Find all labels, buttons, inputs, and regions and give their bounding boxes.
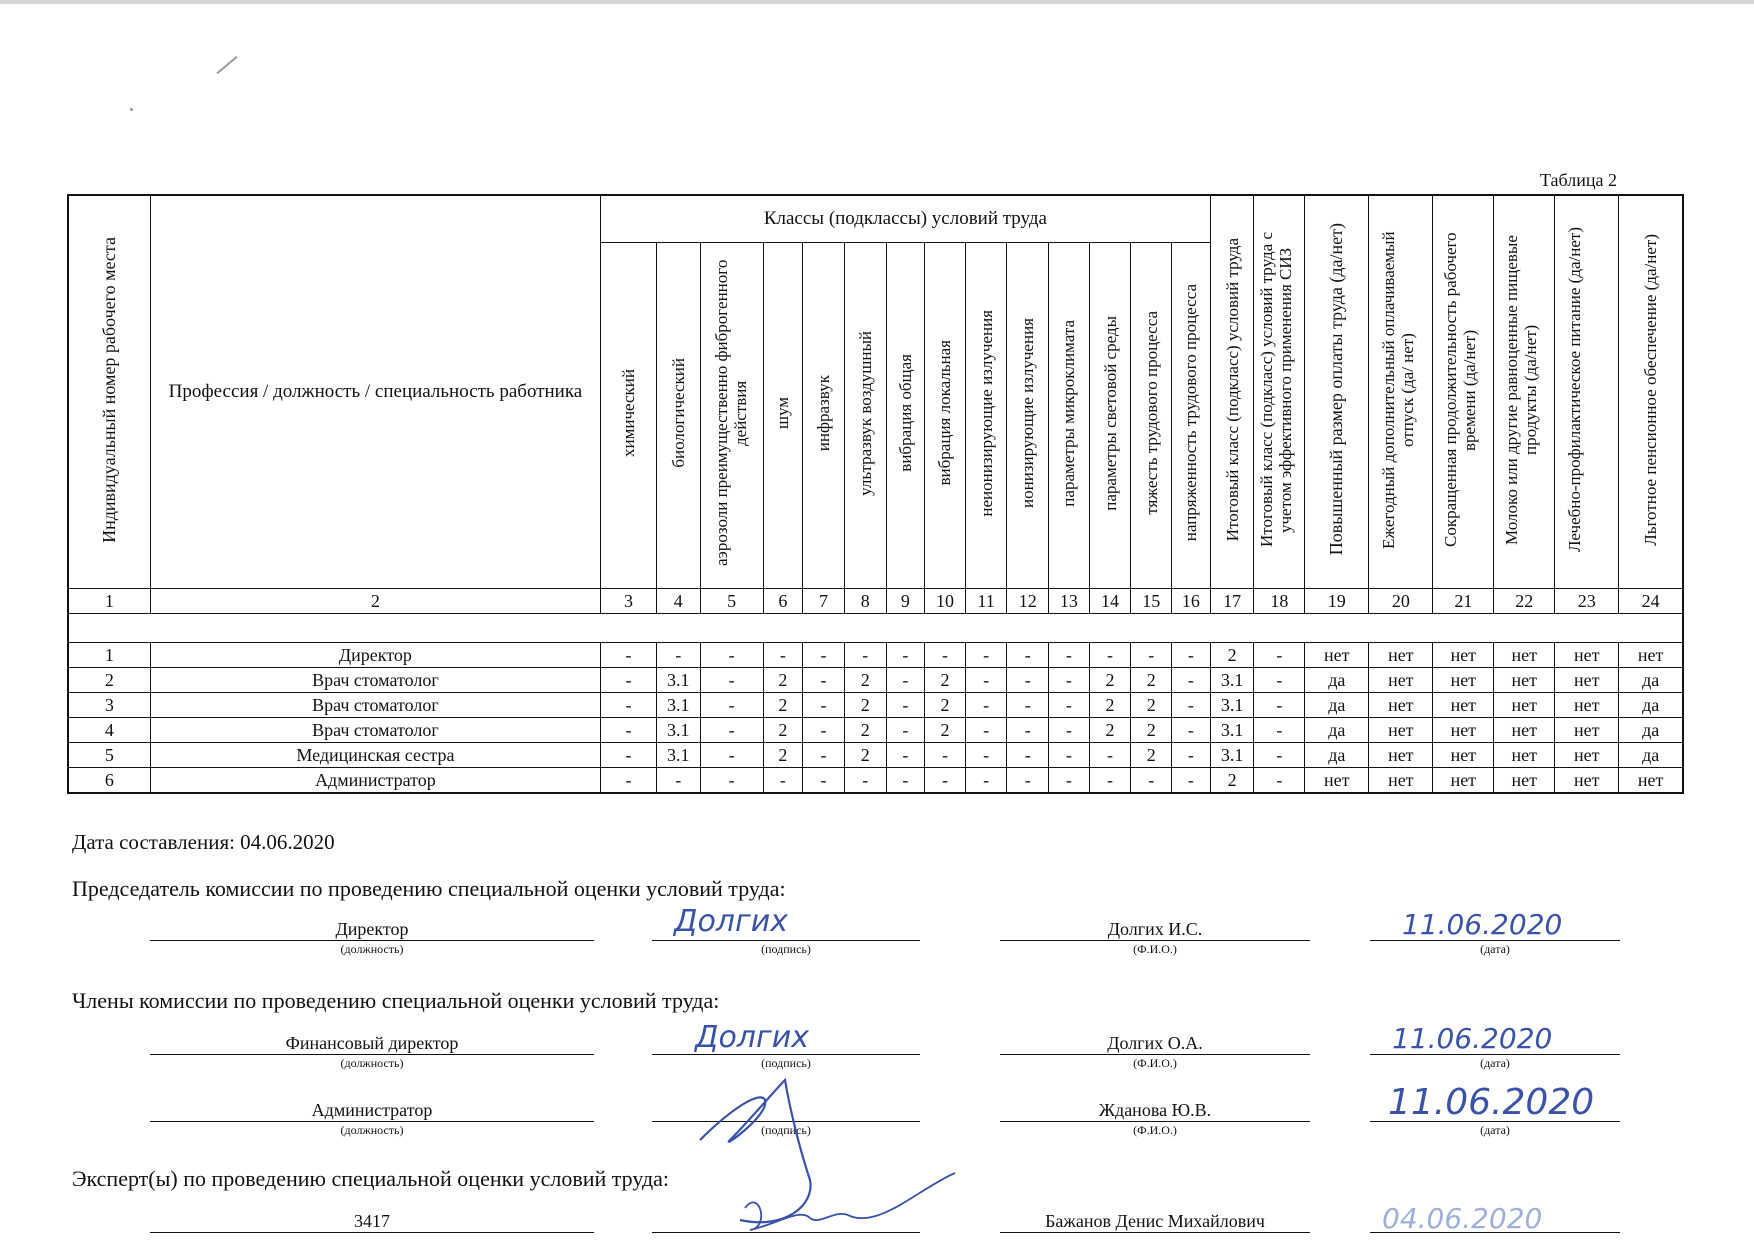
class-cell: 3.1 xyxy=(656,718,700,743)
member2-position: Администратор xyxy=(150,1099,594,1122)
chairman-position-field xyxy=(150,918,594,957)
member2-date-handwritten: 11.06.2020 xyxy=(1388,1082,1595,1123)
class-cell: нет xyxy=(1369,743,1433,768)
header-factor: тяжесть трудового процесса xyxy=(1131,243,1172,589)
class-cell: нет xyxy=(1555,693,1619,718)
class-cell: - xyxy=(1172,743,1211,768)
class-cell: - xyxy=(965,668,1007,693)
class-cell: 2 xyxy=(844,668,886,693)
class-cell: 3.1 xyxy=(1210,693,1254,718)
class-cell: нет xyxy=(1369,718,1433,743)
profession-cell: Врач стоматолог xyxy=(150,693,600,718)
chairman-name-field xyxy=(1000,918,1310,957)
spacer-row xyxy=(68,614,1683,643)
class-cell: - xyxy=(1172,768,1211,794)
header-factor: ионизирующие излучения xyxy=(1007,243,1049,589)
header-factor: вибрация общая xyxy=(886,243,925,589)
chairman-title: Председатель комиссии по проведению специальной оценки условий труда: xyxy=(72,876,786,901)
chairman-date-handwritten: 11.06.2020 xyxy=(1402,908,1563,941)
workplace-number-cell: 4 xyxy=(68,718,150,743)
column-number-cell: 10 xyxy=(925,589,966,614)
class-cell: - xyxy=(763,768,803,794)
class-cell: - xyxy=(1049,718,1090,743)
column-number-cell: 12 xyxy=(1007,589,1049,614)
class-cell: - xyxy=(1007,768,1049,794)
header-factor: напряженность трудового процесса xyxy=(1172,243,1211,589)
header-milk: Молоко или другие равноценные пищевые продукты (да/нет) xyxy=(1494,195,1555,589)
class-cell: нет xyxy=(1305,643,1369,668)
workplace-number-cell: 2 xyxy=(68,668,150,693)
member1-date-field: (дата) xyxy=(1370,1032,1620,1071)
class-cell: 2 xyxy=(1210,768,1254,794)
header-factor: вибрация локальная xyxy=(925,243,966,589)
class-cell: 2 xyxy=(1131,668,1172,693)
class-cell: - xyxy=(1049,743,1090,768)
column-number-cell: 22 xyxy=(1494,589,1555,614)
class-cell: - xyxy=(601,693,657,718)
class-cell: 2 xyxy=(1210,643,1254,668)
member1-name-field: Долгих О.А. (Ф.И.О.) xyxy=(1000,1032,1310,1071)
class-cell: - xyxy=(886,668,925,693)
class-cell: - xyxy=(1089,743,1131,768)
class-cell: - xyxy=(965,693,1007,718)
class-cell: - xyxy=(1049,643,1090,668)
chairman-signature: Долгих xyxy=(674,904,788,939)
header-factor: параметры световой среды xyxy=(1089,243,1131,589)
class-cell: нет xyxy=(1369,643,1433,668)
expert-date-stamp: 04.06.2020 xyxy=(1382,1202,1543,1235)
class-cell: 2 xyxy=(925,718,966,743)
class-cell: нет xyxy=(1555,643,1619,668)
class-cell: - xyxy=(700,643,763,668)
header-final-class-siz: Итоговый класс (подкласс) условий труда с учетом эффективного применения СИЗ xyxy=(1254,195,1305,589)
profession-cell: Администратор xyxy=(150,768,600,794)
class-cell: - xyxy=(844,768,886,794)
class-cell: - xyxy=(601,718,657,743)
class-cell: - xyxy=(803,643,845,668)
header-factor: биологический xyxy=(656,243,700,589)
class-cell: - xyxy=(700,743,763,768)
profession-cell: Медицинская сестра xyxy=(150,743,600,768)
class-cell: 2 xyxy=(844,693,886,718)
class-cell: - xyxy=(1049,693,1090,718)
class-cell: - xyxy=(1007,743,1049,768)
column-number-cell: 16 xyxy=(1172,589,1211,614)
class-cell: - xyxy=(700,768,763,794)
header-pension: Льготное пенсионное обеспечение (да/нет) xyxy=(1619,195,1683,589)
member1-name: Долгих О.А. xyxy=(1000,1032,1310,1055)
class-cell: - xyxy=(763,643,803,668)
column-numbers-row xyxy=(68,589,1683,614)
expert-title: Эксперт(ы) по проведению специальной оценки условий труда: xyxy=(72,1166,670,1191)
member1-date-handwritten: 11.06.2020 xyxy=(1392,1022,1553,1055)
class-cell: - xyxy=(1089,643,1131,668)
expert-number: 3417 xyxy=(150,1210,594,1233)
class-cell: нет xyxy=(1555,743,1619,768)
column-number-cell: 15 xyxy=(1131,589,1172,614)
class-cell: нет xyxy=(1555,768,1619,794)
spacer-cell xyxy=(68,614,1683,643)
table-row xyxy=(68,643,1683,668)
class-cell: нет xyxy=(1619,768,1683,794)
class-cell: - xyxy=(965,768,1007,794)
header-profession: Профессия / должность / специальность работника xyxy=(150,195,600,589)
class-cell: - xyxy=(965,743,1007,768)
column-number-cell: 21 xyxy=(1433,589,1494,614)
column-number-cell: 11 xyxy=(965,589,1007,614)
class-cell: нет xyxy=(1433,693,1494,718)
class-cell: нет xyxy=(1369,668,1433,693)
profession-cell: Врач стоматолог xyxy=(150,668,600,693)
column-number-cell: 7 xyxy=(803,589,845,614)
chairman-name: Долгих И.С. xyxy=(1000,918,1310,941)
class-cell: - xyxy=(1172,668,1211,693)
column-number-cell: 4 xyxy=(656,589,700,614)
class-cell: - xyxy=(1049,768,1090,794)
header-factor: химический xyxy=(601,243,657,589)
class-cell: нет xyxy=(1494,643,1555,668)
expert-name: Бажанов Денис Михайлович xyxy=(1000,1210,1310,1233)
class-cell: 3.1 xyxy=(656,693,700,718)
class-cell: нет xyxy=(1494,768,1555,794)
header-factor: неионизирующие излучения xyxy=(965,243,1007,589)
workplace-number-cell: 5 xyxy=(68,743,150,768)
members-title: Члены комиссии по проведению специальной оценки условий труда: xyxy=(72,988,720,1013)
column-number-cell: 9 xyxy=(886,589,925,614)
class-cell: 2 xyxy=(925,693,966,718)
column-number-cell: 2 xyxy=(150,589,600,614)
scan-dot xyxy=(130,108,133,111)
column-number-cell: 3 xyxy=(601,589,657,614)
class-cell: - xyxy=(965,643,1007,668)
column-number-cell: 24 xyxy=(1619,589,1683,614)
class-cell: нет xyxy=(1494,693,1555,718)
table-row xyxy=(68,668,1683,693)
profession-cell: Директор xyxy=(150,643,600,668)
member1-position-field: Финансовый директор (должность) xyxy=(150,1032,594,1071)
class-cell: 2 xyxy=(1089,718,1131,743)
class-cell: - xyxy=(803,668,845,693)
class-cell: - xyxy=(925,768,966,794)
header-row-top xyxy=(68,195,1683,243)
class-cell: - xyxy=(925,643,966,668)
class-cell: - xyxy=(700,693,763,718)
class-cell: - xyxy=(1007,718,1049,743)
header-final-class: Итоговый класс (подкласс) условий труда xyxy=(1210,195,1254,589)
chairman-position: Директор xyxy=(150,918,594,941)
class-cell: - xyxy=(886,718,925,743)
class-cell: 2 xyxy=(1089,668,1131,693)
class-cell: - xyxy=(656,768,700,794)
class-cell: да xyxy=(1619,693,1683,718)
member2-name: Жданова Ю.В. xyxy=(1000,1099,1310,1122)
class-cell: - xyxy=(1007,643,1049,668)
class-cell: - xyxy=(925,743,966,768)
class-cell: - xyxy=(803,693,845,718)
class-cell: да xyxy=(1619,668,1683,693)
class-cell: - xyxy=(844,643,886,668)
class-cell: - xyxy=(803,743,845,768)
class-cell: нет xyxy=(1369,768,1433,794)
column-number-cell: 8 xyxy=(844,589,886,614)
class-cell: нет xyxy=(1433,718,1494,743)
class-cell: - xyxy=(601,768,657,794)
class-cell: 2 xyxy=(925,668,966,693)
class-cell: нет xyxy=(1433,743,1494,768)
class-cell: - xyxy=(700,718,763,743)
class-cell: 3.1 xyxy=(656,743,700,768)
class-cell: 3.1 xyxy=(1210,668,1254,693)
class-cell: 2 xyxy=(763,693,803,718)
header-reduced-hours: Сокращенная продолжительность рабочего времени (да/нет) xyxy=(1433,195,1494,589)
class-cell: - xyxy=(1254,643,1305,668)
header-factor: параметры микроклимата xyxy=(1049,243,1090,589)
class-cell: нет xyxy=(1494,718,1555,743)
column-number-cell: 23 xyxy=(1555,589,1619,614)
class-cell: 2 xyxy=(844,718,886,743)
class-cell: - xyxy=(1254,693,1305,718)
header-therapeutic-food: Лечебно-профилактическое питание (да/нет) xyxy=(1555,195,1619,589)
table-caption: Таблица 2 xyxy=(1540,170,1617,190)
class-cell: 2 xyxy=(1089,693,1131,718)
class-cell: нет xyxy=(1369,693,1433,718)
header-workplace-number: Индивидуальный номер рабочего места xyxy=(68,195,150,589)
column-number-cell: 20 xyxy=(1369,589,1433,614)
class-cell: нет xyxy=(1494,743,1555,768)
table-row xyxy=(68,718,1683,743)
class-cell: - xyxy=(601,743,657,768)
class-cell: - xyxy=(886,693,925,718)
column-number-cell: 19 xyxy=(1305,589,1369,614)
header-classes-group: Классы (подклассы) условий труда xyxy=(601,195,1211,243)
class-cell: - xyxy=(601,643,657,668)
workplace-number-cell: 1 xyxy=(68,643,150,668)
column-number-cell: 18 xyxy=(1254,589,1305,614)
class-cell: 2 xyxy=(1131,743,1172,768)
class-cell: нет xyxy=(1555,668,1619,693)
table-row xyxy=(68,743,1683,768)
class-cell: - xyxy=(656,643,700,668)
header-factor: инфразвук xyxy=(803,243,845,589)
column-number-cell: 6 xyxy=(763,589,803,614)
class-cell: - xyxy=(1007,668,1049,693)
class-cell: - xyxy=(700,668,763,693)
class-cell: - xyxy=(1089,768,1131,794)
profession-cell: Врач стоматолог xyxy=(150,718,600,743)
class-cell: 2 xyxy=(1131,718,1172,743)
class-cell: - xyxy=(1049,668,1090,693)
header-factor: шум xyxy=(763,243,803,589)
workplace-number-cell: 6 xyxy=(68,768,150,794)
class-cell: 2 xyxy=(763,718,803,743)
signature-caption: (подпись) xyxy=(761,942,811,956)
class-cell: 2 xyxy=(844,743,886,768)
workplace-number-cell: 3 xyxy=(68,693,150,718)
column-number-cell: 13 xyxy=(1049,589,1090,614)
member2-signature-field: (подпись) xyxy=(652,1099,920,1138)
column-number-cell: 5 xyxy=(700,589,763,614)
class-cell: - xyxy=(803,718,845,743)
class-cell: нет xyxy=(1305,768,1369,794)
class-cell: - xyxy=(1254,718,1305,743)
member1-signature: Долгих xyxy=(695,1020,809,1055)
class-cell: - xyxy=(1131,643,1172,668)
class-cell: 2 xyxy=(763,743,803,768)
class-cell: нет xyxy=(1555,718,1619,743)
class-cell: - xyxy=(886,643,925,668)
fio-caption: (Ф.И.О.) xyxy=(1133,942,1177,956)
class-cell: нет xyxy=(1433,668,1494,693)
member2-position-field: Администратор (должность) xyxy=(150,1099,594,1138)
date-line: Дата составления: 04.06.2020 xyxy=(72,830,335,854)
expert-number-field xyxy=(150,1210,594,1233)
class-cell: 3.1 xyxy=(1210,718,1254,743)
class-cell: да xyxy=(1619,743,1683,768)
class-cell: да xyxy=(1305,668,1369,693)
class-cell: - xyxy=(1007,693,1049,718)
date-caption: (дата) xyxy=(1480,942,1510,956)
column-number-cell: 1 xyxy=(68,589,150,614)
class-cell: - xyxy=(886,743,925,768)
scan-smudge xyxy=(216,56,237,74)
member1-position: Финансовый директор xyxy=(150,1032,594,1055)
class-cell: нет xyxy=(1619,643,1683,668)
class-cell: - xyxy=(1172,718,1211,743)
class-cell: - xyxy=(1254,668,1305,693)
table-row xyxy=(68,693,1683,718)
class-cell: да xyxy=(1305,718,1369,743)
header-factor: аэрозоли преимущественно фиброгенного действия xyxy=(700,243,763,589)
class-cell: 3.1 xyxy=(1210,743,1254,768)
table-row xyxy=(68,768,1683,794)
header-extra-vacation: Ежегодный дополнительный оплачиваемый отпуск (да/ нет) xyxy=(1369,195,1433,589)
class-cell: 2 xyxy=(763,668,803,693)
class-cell: - xyxy=(1172,643,1211,668)
class-cell: - xyxy=(1131,768,1172,794)
column-number-cell: 17 xyxy=(1210,589,1254,614)
class-cell: да xyxy=(1305,693,1369,718)
expert-name-field xyxy=(1000,1210,1310,1233)
scan-top-edge xyxy=(0,0,1754,4)
column-number-cell: 14 xyxy=(1089,589,1131,614)
working-conditions-table xyxy=(67,194,1684,794)
class-cell: - xyxy=(965,718,1007,743)
class-cell: 3.1 xyxy=(656,668,700,693)
class-cell: - xyxy=(1254,768,1305,794)
class-cell: - xyxy=(803,768,845,794)
member1-signature-field: (подпись) xyxy=(652,1032,920,1071)
header-factor: ультразвук воздушный xyxy=(844,243,886,589)
class-cell: - xyxy=(1254,743,1305,768)
expert-signature-scrawl xyxy=(740,1168,960,1236)
class-cell: - xyxy=(1172,693,1211,718)
class-cell: - xyxy=(601,668,657,693)
class-cell: нет xyxy=(1494,668,1555,693)
member2-name-field: Жданова Ю.В. (Ф.И.О.) xyxy=(1000,1099,1310,1138)
header-increased-pay: Повышенный размер оплаты труда (да/нет) xyxy=(1305,195,1369,589)
class-cell: нет xyxy=(1433,768,1494,794)
class-cell: нет xyxy=(1433,643,1494,668)
class-cell: да xyxy=(1619,718,1683,743)
position-caption: (должность) xyxy=(340,942,404,956)
class-cell: да xyxy=(1305,743,1369,768)
class-cell: 2 xyxy=(1131,693,1172,718)
class-cell: - xyxy=(886,768,925,794)
member2-date-field: (дата) xyxy=(1370,1099,1620,1138)
